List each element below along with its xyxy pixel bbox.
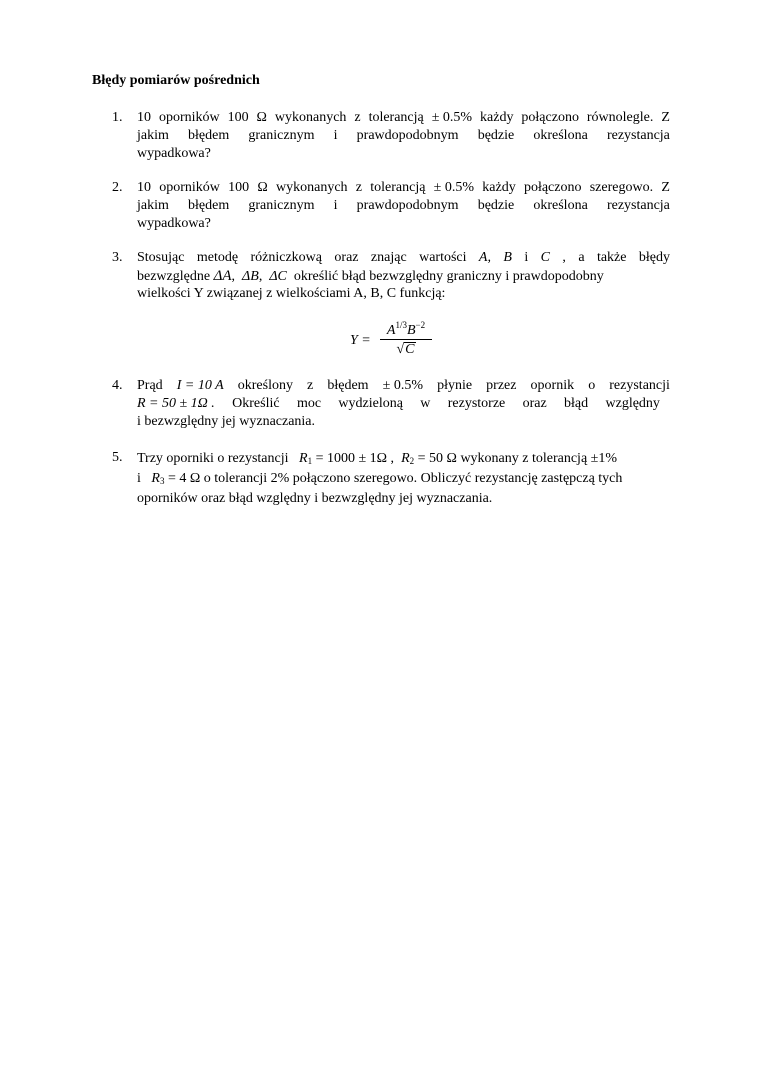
math-var-b: B [503, 250, 512, 265]
math-subscript: 3 [159, 476, 165, 486]
math-tolerance: ± 0.5% [433, 180, 475, 195]
word: metodę [196, 250, 239, 265]
formula-var-a: A [386, 323, 396, 338]
word: rezystancja [606, 128, 670, 143]
word: Z [661, 180, 670, 195]
text-line [137, 197, 670, 215]
word: z [307, 378, 314, 393]
word: błędem [188, 128, 230, 143]
word: połączono [523, 180, 582, 195]
problem-text [137, 449, 670, 509]
problem-number: 5. [112, 450, 123, 465]
text-line: wypadkowa? [137, 216, 211, 231]
word: oraz [522, 396, 547, 411]
word: rezystorze [447, 396, 506, 411]
word: opornik [530, 378, 575, 393]
math-tolerance: ±1% [590, 451, 618, 466]
math-var-c: C [540, 250, 550, 265]
math-tolerance: ± 0.5% [431, 110, 473, 125]
word: wydzieloną [338, 396, 403, 411]
word: określić błąd bezwzględny graniczny i prawdopodobny [293, 269, 604, 284]
word: błędem [188, 198, 230, 213]
math-r3: R [151, 471, 160, 486]
math-r3-value: = 4 Ω [167, 471, 201, 486]
word: o [588, 378, 596, 393]
word: błędem [327, 378, 369, 393]
word: , [562, 250, 566, 265]
math-resistance: R = 50 ± 1Ω . [137, 396, 215, 411]
word: wykonanych [274, 110, 347, 125]
word: 100 [227, 110, 249, 125]
word: 10 [137, 110, 151, 125]
word: jakim [137, 128, 169, 143]
document-title: Błędy pomiarów pośrednich [92, 73, 260, 88]
math-delta-a: ΔA [213, 268, 232, 284]
word: z [354, 110, 361, 125]
word: tolerancją [368, 110, 424, 125]
word: każdy [480, 110, 514, 125]
formula-var-b: B [406, 323, 416, 338]
text-line: oporników oraz błąd względny i bezwzględny jej wyznaczania. [137, 491, 493, 506]
problem-number: 3. [112, 250, 123, 265]
word: prawdopodobnym [356, 128, 459, 143]
formula-exponent: −2 [415, 320, 426, 330]
word: Określić [232, 396, 280, 411]
math-subscript: 1 [307, 456, 313, 466]
word: wartości [419, 250, 467, 265]
word: oporników [158, 110, 220, 125]
word: połączono [521, 110, 579, 125]
text-line [137, 127, 670, 145]
word: równolegle. [586, 110, 654, 125]
word: o tolerancji 2% połączono szeregowo. Obliczyć rezystancję zastępczą tych [203, 471, 623, 486]
word: rezystancja [606, 198, 670, 213]
text-line [137, 469, 670, 489]
word: Ω [256, 110, 267, 125]
text-line: wielkości Y związanej z wielkościami A, B, C funkcją: [137, 286, 446, 301]
math-r1-value: = 1000 ± 1Ω , [315, 451, 395, 466]
math-r2-value: = 50 Ω [417, 451, 457, 466]
word: moc [296, 396, 322, 411]
math-delta-c: ΔC [269, 269, 287, 284]
problem-text [137, 377, 670, 431]
word: z [355, 180, 363, 195]
word: przez [486, 378, 517, 393]
math-subscript: 2 [409, 456, 415, 466]
problem-number: 4. [112, 378, 123, 393]
math-var-a: A, [478, 250, 491, 265]
word: a [578, 250, 585, 265]
text-line [137, 377, 670, 395]
word: błędy [638, 250, 670, 265]
formula-var-c: C [405, 342, 415, 357]
text-line: i bezwzględny jej wyznaczania. [137, 414, 316, 429]
word: różniczkową [250, 250, 323, 265]
word: i [524, 250, 529, 265]
problem-text [137, 249, 670, 303]
word: Z [661, 110, 670, 125]
word: Ω [257, 180, 268, 195]
word: jakim [137, 198, 169, 213]
math-r2: R [401, 451, 410, 466]
word: bezwzględne [137, 269, 211, 284]
word: w [420, 396, 431, 411]
word: każdy [482, 180, 516, 195]
word: Stosując [137, 250, 185, 265]
text-line [137, 109, 670, 127]
word: oporników [159, 180, 220, 195]
formula-y [350, 320, 440, 362]
word: oraz [334, 250, 359, 265]
word: określony [237, 378, 293, 393]
text-line [137, 395, 660, 413]
formula-exponent: 1/3 [395, 320, 407, 330]
word: i [333, 198, 338, 213]
problem-number: 1. [112, 110, 123, 125]
text-line: bezwzględne ΔA, ΔB, ΔC określić błąd bezwzględny graniczny i prawdopodobny [137, 268, 604, 284]
math-delta-b: ΔB [242, 269, 259, 284]
word: wykonany z tolerancją [460, 451, 588, 466]
formula-numerator [380, 320, 432, 339]
word: 100 [228, 180, 250, 195]
word: będzie [477, 128, 515, 143]
text-line [137, 449, 670, 469]
word: granicznym [248, 198, 315, 213]
word: 10 [137, 180, 151, 195]
word: płynie [437, 378, 473, 393]
word: i [333, 128, 338, 143]
word: rezystancji [609, 378, 670, 393]
word: Trzy oporniki o rezystancji [137, 451, 289, 466]
word: błąd [564, 396, 589, 411]
word: prawdopodobnym [356, 198, 459, 213]
formula-lhs: Y = [350, 333, 371, 348]
word: tolerancją [370, 180, 426, 195]
word: wykonanych [276, 180, 348, 195]
word: i [137, 471, 141, 486]
text-line: wypadkowa? [137, 146, 211, 161]
word: względny [605, 396, 660, 411]
word: będzie [477, 198, 515, 213]
problem-number: 2. [112, 180, 123, 195]
fraction-bar [380, 339, 432, 340]
problem-text [137, 179, 670, 233]
sqrt-symbol: √ [396, 342, 405, 357]
word: granicznym [248, 128, 315, 143]
word: znając [370, 250, 407, 265]
formula-denominator [380, 342, 432, 358]
word: Prąd [137, 378, 163, 393]
problem-text [137, 109, 670, 163]
math-current: I = 10 A [176, 378, 224, 393]
word: także [596, 250, 627, 265]
word: określona [533, 198, 588, 213]
text-line [137, 179, 670, 197]
math-r1: R [299, 451, 308, 466]
text-line [137, 249, 670, 267]
word: określona [533, 128, 588, 143]
word: szeregowo. [589, 180, 654, 195]
math-tolerance: ± 0.5% [382, 378, 423, 393]
